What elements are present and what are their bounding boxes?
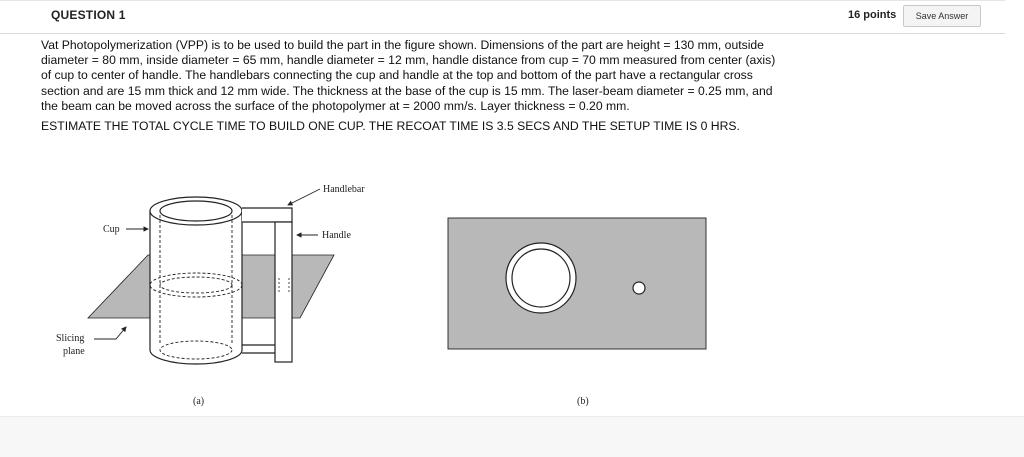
label-slicing-line2: plane [63,346,85,357]
save-answer-button[interactable]: Save Answer [903,5,981,27]
cup-rim-inner [160,201,232,221]
question-points: 16 points [848,9,897,21]
handle [275,222,292,362]
top-handlebar [242,208,292,222]
footer-band [0,416,1024,457]
figure-drawing [0,175,1024,415]
slice-plane-view [448,218,706,349]
cup-figure [88,189,334,364]
handle-section [633,282,645,294]
caption-a: (a) [193,396,205,407]
label-handlebar: Handlebar [323,184,365,195]
question-header [0,0,1005,34]
bottom-handlebar [242,345,275,353]
cup-section-inner [512,249,570,307]
question-description: Vat Photopolymerization (VPP) is to be used to build the part in the figure shown. Dimensions of the part are height = 130 mm, outside diameter = 80 mm, inside diameter = 65 mm, handle diameter = 12 mm, handle distance from cup = 70 mm measured from center (axis) of cup to center of handle. The handlebars connecting the cup and handle at the top and bottom of the part have a rectangular cross section and are 15 mm thick and 12 mm wide. The thickness at the base of the cup is 15 mm. The laser-beam diameter = 0.25 mm, and the beam can be moved across the surface of the photopolymer at = 2000 mm/s. Layer thickness = 0.20 mm. [41,38,776,113]
question-body [41,38,781,134]
label-cup: Cup [103,224,120,235]
label-handle: Handle [322,230,351,241]
question-instruction: ESTIMATE THE TOTAL CYCLE TIME TO BUILD ONE CUP. THE RECOAT TIME IS 3.5 SECS AND THE SETUP TIME IS 0 HRS. [41,119,740,134]
label-slicing-line1: Slicing [56,333,85,344]
figure [0,175,1024,415]
slice-view [448,218,706,349]
question-title: QUESTION 1 [51,8,126,22]
caption-b: (b) [577,396,589,407]
